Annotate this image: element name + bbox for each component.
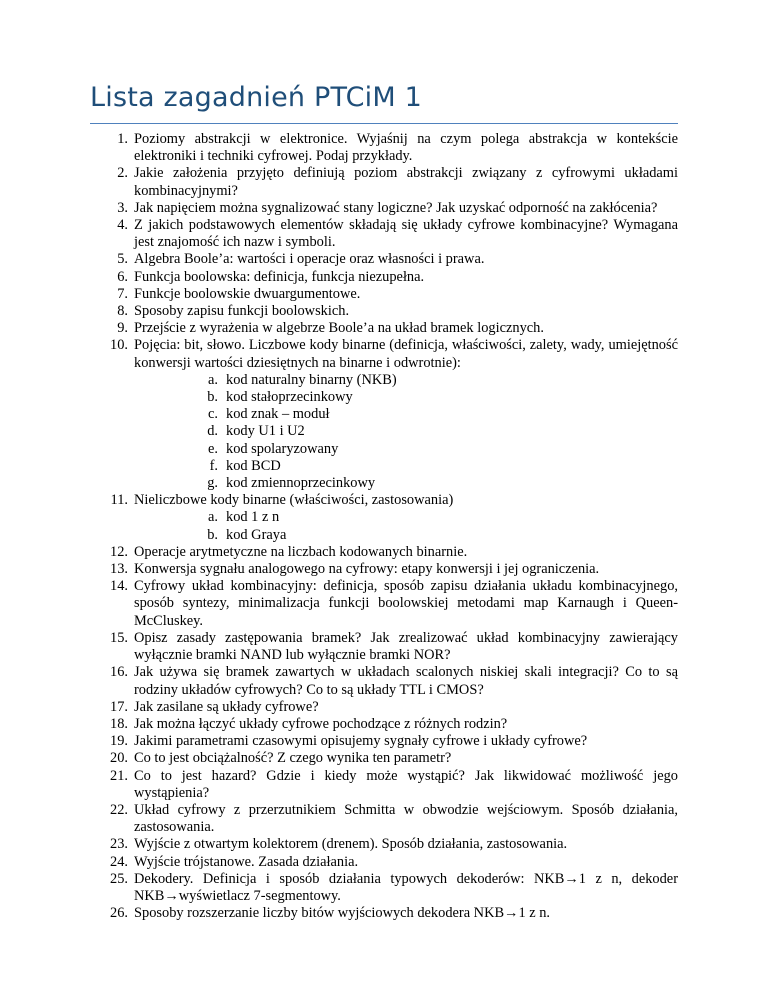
item-text: Konwersja sygnału analogowego na cyfrowy: etapy konwersji i jej ograniczenia. — [134, 561, 600, 578]
sub-item-letter: e. — [208, 440, 218, 457]
sub-item-text: kody U1 i U2 — [226, 423, 305, 440]
list-item — [92, 871, 678, 905]
sub-item-letter: b. — [207, 526, 218, 543]
item-number: 4. — [117, 217, 128, 234]
list-item — [92, 337, 678, 492]
item-number: 11. — [110, 492, 128, 509]
item-text: Wyjście z otwartym kolektorem (drenem). Sposób działania, zastosowania. — [134, 836, 568, 853]
list-item — [92, 768, 678, 802]
item-text: Jak napięciem można sygnalizować stany logiczne? Jak uzyskać odporność na zakłócenia? — [134, 199, 658, 216]
list-item — [92, 320, 678, 337]
item-text: Przejście z wyrażenia w algebrze Boole’a na układ bramek logicznych. — [134, 320, 544, 337]
sub-item-text: kod znak – moduł — [226, 406, 330, 423]
sub-list — [134, 372, 678, 492]
list-item — [92, 802, 678, 836]
item-text: Sposoby rozszerzanie liczby bitów wyjściowych dekodera NKB→1 z n. — [134, 905, 551, 922]
sub-list-item — [134, 423, 678, 440]
item-number: 2. — [117, 165, 128, 182]
list-item — [92, 854, 678, 871]
item-text: Pojęcia: bit, słowo. Liczbowe kody binarne (definicja, właściwości, zalety, wady, umiejętność konwersji wartości dziesiętnych na binarne i odwrotnie): — [134, 337, 678, 371]
sub-item-text: kod Graya — [226, 526, 287, 543]
item-text: Wyjście trójstanowe. Zasada działania. — [134, 853, 359, 870]
item-number: 22. — [110, 801, 128, 818]
sub-item-text: kod naturalny binarny (NKB) — [226, 371, 397, 388]
item-text: Nieliczbowe kody binarne (właściwości, zastosowania) — [134, 492, 454, 509]
sub-item-letter: c. — [208, 406, 218, 423]
list-item — [92, 630, 678, 664]
item-number: 25. — [110, 870, 128, 887]
sub-list-item — [134, 458, 678, 475]
item-text: Jak zasilane są układy cyfrowe? — [134, 698, 319, 715]
item-text: Co to jest hazard? Gdzie i kiedy może wystąpić? Jak likwidować możliwość jego wystąpienia? — [134, 767, 678, 801]
list-item — [92, 699, 678, 716]
item-number: 21. — [110, 767, 128, 784]
title-underline — [90, 123, 678, 124]
item-text: Opisz zasady zastępowania bramek? Jak zrealizować układ kombinacyjny zawierający wyłącznie bramki NAND lub wyłącznie bramki NOR? — [134, 629, 678, 664]
item-number: 9. — [117, 320, 128, 337]
sub-item-text: kod spolaryzowany — [226, 440, 339, 457]
list-item — [92, 492, 678, 544]
item-text: Sposoby zapisu funkcji boolowskich. — [134, 303, 350, 320]
sub-list-item — [134, 509, 678, 526]
list-item — [92, 664, 678, 698]
item-number: 14. — [110, 578, 128, 595]
sub-item-letter: a. — [208, 371, 218, 388]
sub-list-item — [134, 389, 678, 406]
list-item — [92, 561, 678, 578]
sub-list-item — [134, 475, 678, 492]
list-item — [92, 200, 678, 217]
list-item — [92, 286, 678, 303]
list-item — [92, 578, 678, 630]
item-number: 16. — [110, 664, 128, 681]
sub-item-letter: d. — [207, 423, 218, 440]
item-text: Funkcje boolowskie dwuargumentowe. — [134, 285, 361, 302]
item-text: Co to jest obciążalność? Z czego wynika ten parametr? — [134, 750, 452, 767]
sub-item-text: kod stałoprzecinkowy — [226, 389, 353, 406]
item-number: 13. — [110, 561, 128, 578]
item-text: Cyfrowy układ kombinacyjny: definicja, sposób zapisu działania układu kombinacyjnego, sposób syntezy, minimalizacja funkcji boolowskiej metodami map Karnaugh i Queen-McCluskey. — [134, 578, 678, 629]
item-text: Poziomy abstrakcji w elektronice. Wyjaśnij na czym polega abstrakcja w kontekście elektroniki i techniki cyfrowej. Podaj przykłady. — [134, 131, 678, 165]
sub-item-letter: g. — [207, 475, 218, 492]
page-title: Lista zagadnień PTCiM 1 — [90, 82, 422, 113]
list-item — [92, 269, 678, 286]
item-text: Z jakich podstawowych elementów składają się układy cyfrowe kombinacyjne? Wymagana jest znajomość ich nazw i symboli. — [134, 217, 678, 251]
item-number: 7. — [117, 285, 128, 302]
item-text: Jakimi parametrami czasowymi opisujemy sygnały cyfrowe i układy cyfrowe? — [134, 733, 588, 750]
list-item — [92, 750, 678, 767]
item-number: 24. — [110, 853, 128, 870]
sub-item-text: kod 1 z n — [226, 509, 280, 526]
item-number: 6. — [117, 268, 128, 285]
item-text: Operacje arytmetyczne na liczbach kodowanych binarnie. — [134, 543, 468, 560]
item-number: 23. — [110, 836, 128, 853]
list-item — [92, 544, 678, 561]
sub-list-item — [134, 406, 678, 423]
item-number: 19. — [110, 733, 128, 750]
item-number: 1. — [117, 131, 128, 147]
item-number: 12. — [110, 543, 128, 560]
item-number: 17. — [110, 698, 128, 715]
list-item — [92, 131, 678, 165]
item-text: Jak używa się bramek zawartych w układach scalonych niskiej skali integracji? Co to są rodziny układów cyfrowych? Co to są układy TTL i CMOS? — [134, 664, 678, 698]
list-item — [92, 251, 678, 268]
item-number: 10. — [110, 337, 128, 354]
item-number: 15. — [110, 629, 128, 646]
sub-item-letter: f. — [209, 457, 218, 474]
topic-list — [92, 131, 678, 922]
sub-list-item — [134, 527, 678, 544]
item-text: Układ cyfrowy z przerzutnikiem Schmitta w obwodzie wejściowym. Sposób działania, zastosowania. — [134, 801, 678, 836]
sub-list-item — [134, 441, 678, 458]
sub-item-text: kod zmiennoprzecinkowy — [226, 475, 376, 492]
list-item — [92, 733, 678, 750]
list-item — [92, 716, 678, 733]
list-item — [92, 303, 678, 320]
item-number: 3. — [117, 199, 128, 216]
sub-item-letter: a. — [208, 509, 218, 526]
item-text: Jakie założenia przyjęto definiują poziom abstrakcji związany z cyfrowymi układami kombinacyjnymi? — [134, 165, 678, 199]
sub-list — [134, 509, 678, 543]
item-text: Algebra Boole’a: wartości i operacje oraz własności i prawa. — [134, 251, 485, 268]
list-item — [92, 836, 678, 853]
item-number: 26. — [110, 905, 128, 922]
sub-list-item — [134, 372, 678, 389]
list-item — [92, 905, 678, 922]
item-text: Dekodery. Definicja i sposób działania typowych dekoderów: NKB→1 z n, dekoder NKB→wyświetlacz 7-segmentowy. — [134, 870, 678, 904]
list-item — [92, 165, 678, 199]
item-text: Jak można łączyć układy cyfrowe pochodzące z różnych rodzin? — [134, 715, 508, 732]
item-number: 5. — [117, 251, 128, 268]
item-number: 8. — [117, 303, 128, 320]
item-number: 18. — [110, 715, 128, 732]
sub-item-text: kod BCD — [226, 457, 281, 474]
item-text: Funkcja boolowska: definicja, funkcja niezupełna. — [134, 268, 425, 285]
sub-item-letter: b. — [207, 389, 218, 406]
list-item — [92, 217, 678, 251]
item-number: 20. — [110, 750, 128, 767]
